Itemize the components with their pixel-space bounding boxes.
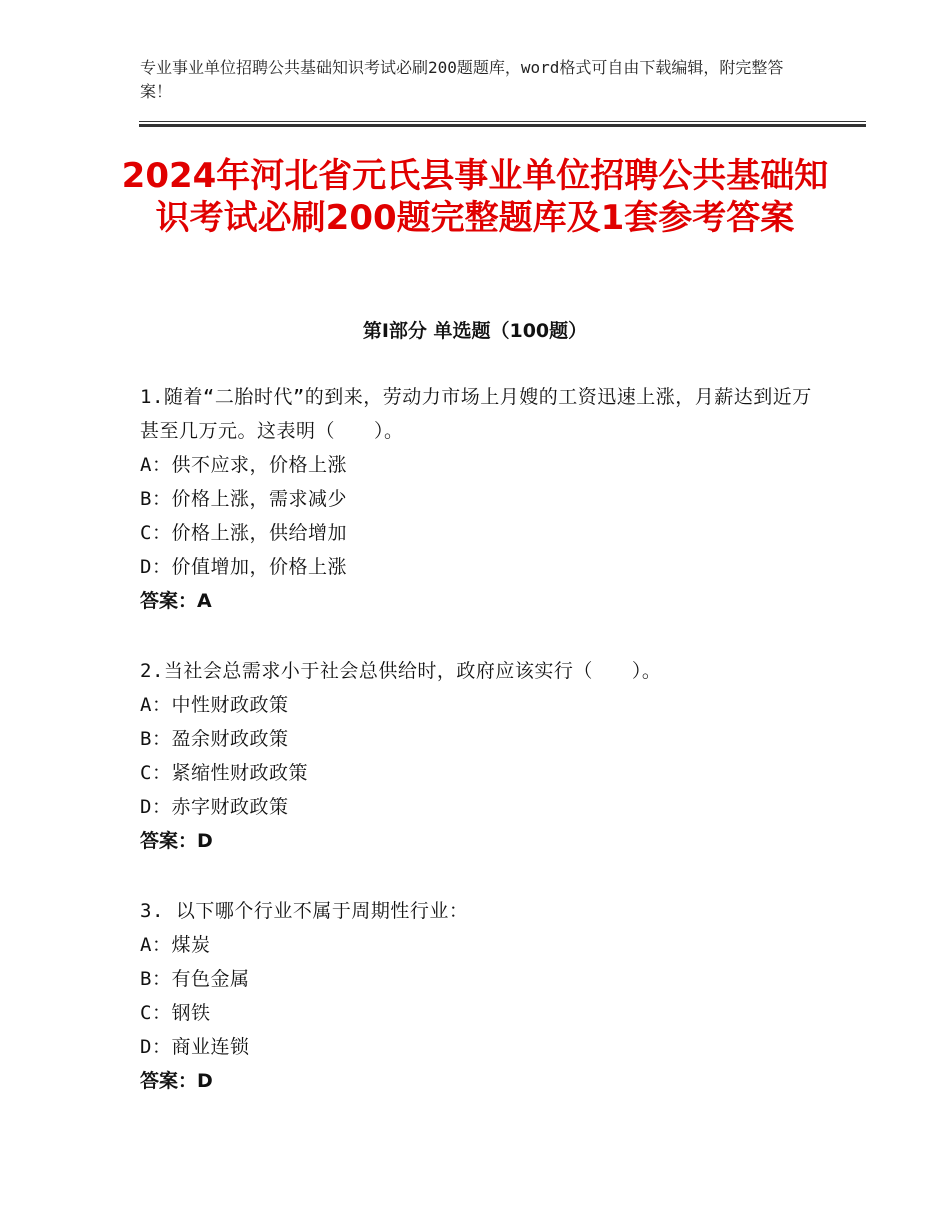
answer: 答案：D [140, 830, 213, 852]
answer: 答案：A [140, 590, 212, 612]
document-title: 2024年河北省元氏县事业单位招聘公共基础知识考试必刷200题完整题库及1套参考答案 [121, 156, 829, 238]
option-c: C：价格上涨，供给增加 [140, 522, 347, 544]
question-text: 1.随着“二胎时代”的到来，劳动力市场上月嫂的工资迅速上涨，月薪达到近万甚至几万元。这表明（ ）。 [140, 386, 812, 442]
option-c: C：紧缩性财政政策 [140, 762, 308, 784]
option-b: B：价格上涨，需求减少 [140, 488, 347, 510]
header-note: 专业事业单位招聘公共基础知识考试必刷200题题库，word格式可自由下载编辑，附完整答案！ [140, 58, 784, 101]
option-b: B：盈余财政政策 [140, 728, 289, 750]
header-rule-top [139, 121, 866, 122]
question-list [140, 380, 820, 1134]
option-a: A：供不应求，价格上涨 [140, 454, 347, 476]
option-b: B：有色金属 [140, 968, 250, 990]
option-c: C：钢铁 [140, 1002, 211, 1024]
question-text: 2.当社会总需求小于社会总供给时，政府应该实行（ ）。 [140, 660, 662, 682]
option-a: A：中性财政政策 [140, 694, 289, 716]
option-d: D：赤字财政政策 [140, 796, 289, 818]
header-rule-bottom [139, 124, 866, 127]
section-heading: 第Ⅰ部分 单选题（100题） [362, 320, 588, 342]
answer: 答案：D [140, 1070, 213, 1092]
question-text: 3. 以下哪个行业不属于周期性行业： [140, 900, 469, 922]
question-3 [140, 894, 820, 1098]
option-a: A：煤炭 [140, 934, 211, 956]
option-d: D：商业连锁 [140, 1036, 250, 1058]
question-1 [140, 380, 820, 618]
option-d: D：价值增加，价格上涨 [140, 556, 347, 578]
question-2 [140, 654, 820, 858]
